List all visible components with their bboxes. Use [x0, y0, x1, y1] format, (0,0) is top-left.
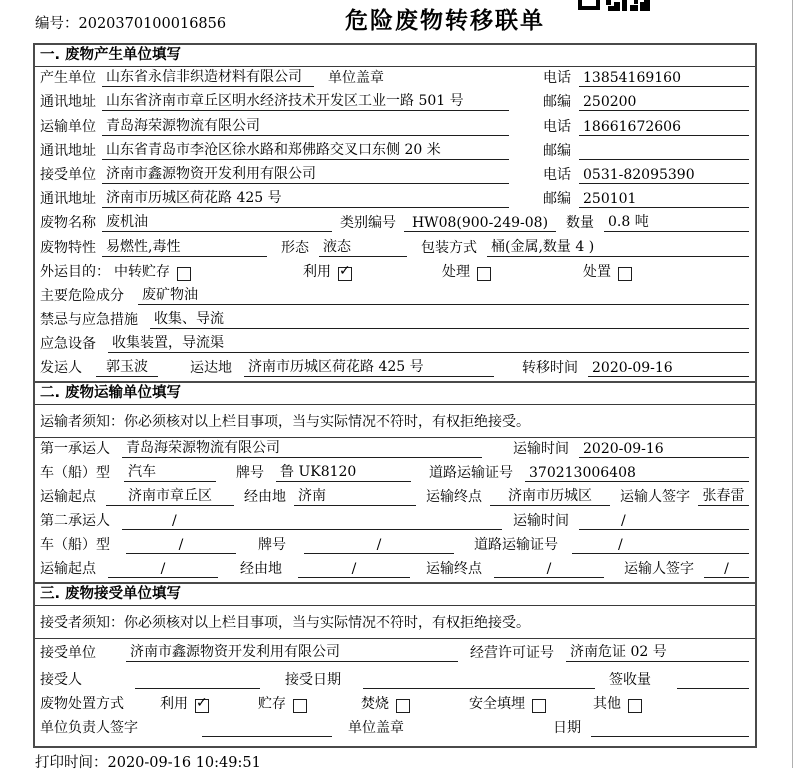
transport-time-label: 运输时间: [513, 513, 569, 530]
first-carrier-value: 青岛海荣源物流有限公司: [122, 437, 482, 458]
unit-seal-label: 单位盖章: [328, 70, 384, 87]
second-plate-number-value: /: [304, 537, 454, 554]
zip-label: 邮编: [543, 191, 571, 208]
acceptor-label: 接受人: [40, 672, 82, 689]
transporter-notice: 运输者须知：你必须核对以上栏目事项，当与实际情况不符时，有权拒绝接受。: [35, 405, 755, 438]
transporter-unit-value: 青岛海荣源物流有限公司: [102, 115, 509, 136]
second-carrier-value: /: [122, 513, 502, 530]
disposal-method-label: 废物处置方式: [40, 696, 124, 713]
waste-traits-row: [35, 236, 755, 260]
section-3-body: [35, 606, 755, 741]
second-carrier-label: 第二承运人: [40, 513, 110, 530]
route-end-label: 运输终点: [426, 561, 482, 578]
vehicle-type-label: 车（船）型: [40, 465, 110, 482]
vehicle-type-label: 车（船）型: [40, 537, 110, 554]
purpose-option-storage: [114, 261, 191, 281]
print-time-line: [35, 751, 261, 772]
first-carrier-row: [35, 438, 755, 462]
purpose-option-treat: [442, 261, 491, 281]
second-route-row: [35, 558, 755, 582]
manifest-form-table: [33, 43, 757, 748]
shipper-label: 发运人: [40, 360, 82, 377]
page-title: 危险废物转移联单: [345, 8, 545, 34]
route-end-label: 运输终点: [426, 489, 482, 506]
accept-date-label: 接受日期: [285, 672, 341, 689]
transport-time-label: 运输时间: [513, 441, 569, 458]
first-road-permit-value: 370213006408: [525, 465, 749, 482]
taboo-measures-value: 收集、导流: [150, 308, 749, 329]
transfer-time-value: 2020-09-16: [588, 360, 749, 377]
first-carrier-signature-value: 张春雷: [698, 485, 749, 506]
emergency-equipment-row: [35, 333, 755, 357]
purpose-option-utilize: [303, 261, 352, 281]
first-route-via-value: 济南: [294, 485, 416, 506]
serial-label: 编号：: [35, 16, 79, 32]
disposal-option-other: [593, 693, 642, 713]
receiver-unit-label: 接受单位: [40, 166, 96, 183]
purpose-storage-checkbox[interactable]: [177, 267, 191, 281]
emergency-equipment-label: 应急设备: [40, 336, 96, 353]
permit-number-label: 经营许可证号: [470, 645, 554, 662]
first-route-start-value: 济南市章丘区: [106, 485, 234, 506]
date-label: 日期: [553, 720, 581, 737]
carrier-signature-label: 运输人签字: [624, 561, 694, 578]
zip-label: 邮编: [543, 94, 571, 111]
transporter-address-value: 山东省青岛市李沧区徐水路和郑佛路交叉口东侧 20 米: [102, 139, 509, 160]
producer-phone-value: 13854169160: [579, 70, 749, 87]
disposal-option-label: 贮存: [258, 696, 286, 713]
receiver-zip-value: 250101: [579, 191, 749, 208]
waste-name-row: [35, 212, 755, 236]
transporter-address-row: [35, 140, 755, 164]
second-road-permit-value: /: [572, 537, 749, 554]
responsible-signature-label: 单位负责人签字: [40, 720, 138, 737]
address-label: 通讯地址: [40, 94, 96, 111]
packing-value: 桶(金属,数量 4 ): [487, 236, 749, 257]
hazard-component-label: 主要危险成分: [40, 287, 124, 304]
phone-label: 电话: [543, 166, 571, 183]
plate-number-label: 牌号: [236, 465, 264, 482]
category-code-label: 类别编号: [340, 215, 396, 232]
destination-label: 运达地: [190, 360, 232, 377]
emergency-equipment-value: 收集装置，导流渠: [108, 332, 749, 353]
purpose-option-label: 处置: [583, 263, 611, 280]
disposal-store-checkbox[interactable]: [293, 699, 307, 713]
waste-name-value: 废机油: [102, 211, 332, 232]
producer-address-value: 山东省济南市章丘区明水经济技术开发区工业一路 501 号: [102, 90, 509, 111]
zip-label: 邮编: [543, 142, 571, 159]
second-transport-time-value: /: [579, 513, 749, 530]
shipper-value: 郭玉波: [96, 356, 158, 377]
check-mark: ✓: [196, 695, 208, 712]
receiver-notice: 接受者须知：你必须核对以上栏目事项，当与实际情况不符时，有权拒绝接受。: [35, 606, 755, 639]
plate-number-label: 牌号: [258, 537, 286, 554]
transporter-zip-value: [579, 143, 749, 160]
producer-zip-value: 250200: [579, 94, 749, 111]
qr-code-fragment-icon: [578, 0, 650, 11]
receiver-phone-value: 0531-82095390: [579, 167, 749, 184]
purpose-option-label: 处理: [442, 263, 470, 280]
disposal-option-label: 安全填埋: [469, 696, 525, 713]
disposal-method-row: [35, 693, 755, 717]
receiver-unit-row: [35, 164, 755, 188]
disposal-option-label: 利用: [160, 696, 188, 713]
disposal-landfill-checkbox[interactable]: [532, 699, 546, 713]
disposal-incinerate-checkbox[interactable]: [396, 699, 410, 713]
hazard-component-row: [35, 285, 755, 309]
physical-form-value: 液态: [319, 236, 407, 257]
disposal-option-label: 其他: [593, 696, 621, 713]
transfer-purpose-row: [35, 261, 755, 285]
receiver-address-row: [35, 188, 755, 212]
section-2-body: [35, 405, 755, 582]
first-route-end-value: 济南市历城区: [490, 485, 610, 506]
received-amount-value: [677, 672, 749, 689]
section-2-header: 二. 废物运输单位填写: [35, 381, 755, 405]
section-1-body: [35, 67, 755, 381]
first-vehicle-type-value: 汽车: [124, 461, 216, 482]
hazard-component-value: 废矿物油: [138, 284, 749, 305]
road-permit-label: 道路运输证号: [474, 537, 558, 554]
disposal-option-utilize: [160, 693, 209, 713]
waste-name-label: 废物名称: [40, 215, 96, 232]
first-carrier-label: 第一承运人: [40, 441, 110, 458]
road-permit-label: 道路运输证号: [429, 465, 513, 482]
producer-unit-label: 产生单位: [40, 70, 96, 87]
purpose-utilize-checkbox[interactable]: [338, 262, 352, 281]
route-via-label: 经由地: [244, 489, 286, 506]
date-value: [591, 720, 749, 737]
phone-label: 电话: [543, 118, 571, 135]
quantity-value: 0.8 吨: [604, 211, 749, 232]
purpose-option-dispose: [583, 261, 632, 281]
accepting-unit-label: 接受单位: [40, 645, 96, 662]
first-transport-time-value: 2020-09-16: [579, 441, 749, 458]
first-vehicle-row: [35, 462, 755, 486]
responsible-signature-value: [202, 720, 332, 737]
page-right-edge: [792, 0, 793, 768]
route-start-label: 运输起点: [40, 561, 96, 578]
route-via-label: 经由地: [240, 561, 282, 578]
accepting-unit-value: 济南市鑫源物资开发利用有限公司: [126, 641, 458, 662]
first-route-row: [35, 486, 755, 510]
category-code-value: HW08(900-249-08): [404, 215, 556, 232]
purpose-option-label: 利用: [303, 263, 331, 280]
physical-form-label: 形态: [281, 239, 309, 256]
section-1-header: 一. 废物产生单位填写: [35, 45, 755, 67]
transporter-phone-value: 18661672606: [579, 119, 749, 136]
disposal-option-label: 焚烧: [361, 696, 389, 713]
taboo-measures-row: [35, 309, 755, 333]
waste-traits-label: 废物特性: [40, 239, 96, 256]
unit-seal-label: 单位盖章: [348, 720, 404, 737]
responsible-signature-row: [35, 717, 755, 741]
waste-traits-value: 易燃性,毒性: [102, 236, 267, 257]
received-amount-label: 签收量: [609, 672, 651, 689]
print-time-value: 2020-09-16 10:49:51: [107, 755, 261, 771]
accepting-unit-row: [35, 639, 755, 666]
second-route-start-value: /: [108, 561, 218, 578]
transporter-unit-row: [35, 115, 755, 139]
producer-unit-value: 山东省永信非织造材料有限公司: [102, 66, 314, 87]
second-carrier-signature-value: /: [704, 561, 749, 578]
second-carrier-row: [35, 510, 755, 534]
accept-date-value: [363, 672, 595, 689]
phone-label: 电话: [543, 70, 571, 87]
carrier-signature-label: 运输人签字: [620, 489, 690, 506]
purpose-treat-checkbox[interactable]: [477, 267, 491, 281]
second-route-end-value: /: [494, 561, 604, 578]
producer-address-row: [35, 91, 755, 115]
shipper-row: [35, 357, 755, 381]
producer-unit-row: [35, 67, 755, 91]
second-route-via-value: /: [298, 561, 410, 578]
disposal-other-checkbox[interactable]: [628, 699, 642, 713]
first-plate-number-value: 鲁 UK8120: [276, 461, 411, 482]
acceptor-value: [135, 672, 260, 689]
purpose-dispose-checkbox[interactable]: [618, 267, 632, 281]
print-time-label: 打印时间：: [35, 755, 108, 771]
transfer-time-label: 转移时间: [522, 360, 578, 377]
quantity-label: 数量: [566, 215, 594, 232]
second-vehicle-type-value: /: [126, 537, 236, 554]
acceptor-row: [35, 666, 755, 693]
receiver-unit-value: 济南市鑫源物资开发利用有限公司: [102, 163, 509, 184]
address-label: 通讯地址: [40, 142, 96, 159]
disposal-option-store: [258, 693, 307, 713]
packing-label: 包装方式: [421, 239, 477, 256]
document-header: [0, 0, 796, 43]
section-3-header: 三. 废物接受单位填写: [35, 582, 755, 606]
taboo-measures-label: 禁忌与应急措施: [40, 312, 138, 329]
disposal-utilize-checkbox[interactable]: [195, 695, 209, 713]
transporter-unit-label: 运输单位: [40, 118, 96, 135]
purpose-option-label: 中转贮存: [114, 263, 170, 280]
serial-number: 2020370100016856: [78, 16, 227, 32]
receiver-address-value: 济南市历城区荷花路 425 号: [102, 187, 509, 208]
second-vehicle-row: [35, 534, 755, 558]
permit-number-value: 济南危证 02 号: [566, 641, 749, 662]
disposal-option-landfill: [469, 693, 546, 713]
destination-value: 济南市历城区荷花路 425 号: [244, 356, 494, 377]
check-mark: ✓: [339, 262, 351, 279]
address-label: 通讯地址: [40, 191, 96, 208]
transfer-purpose-label: 外运目的：: [40, 263, 110, 280]
disposal-option-incinerate: [361, 693, 410, 713]
route-start-label: 运输起点: [40, 489, 96, 506]
